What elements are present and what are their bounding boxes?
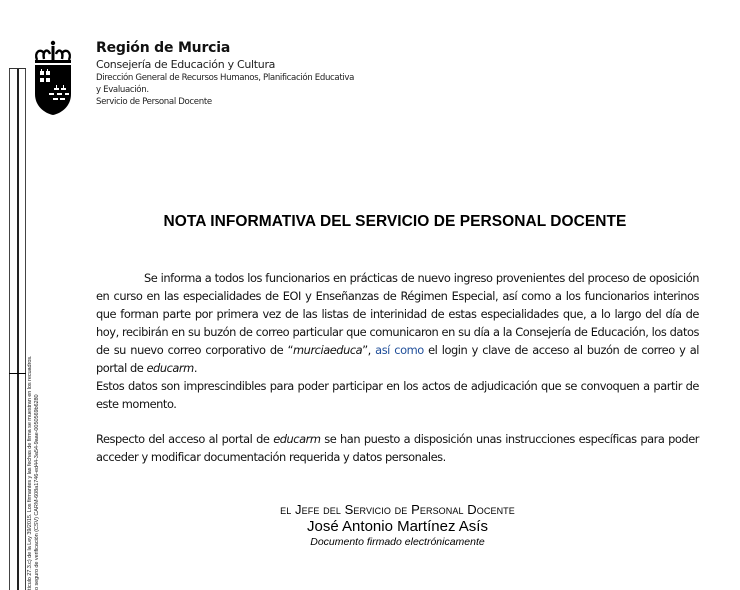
signatory-role: el Jefe del Servicio de Personal Docente <box>280 502 515 517</box>
educarm-term: educarm <box>146 361 194 375</box>
period: . <box>193 361 197 375</box>
region-name: Región de Murcia <box>96 40 231 56</box>
margin-csv-text: o seguro de verificación (CSV) CARM-608a1746-ed44-3a54-9aae-0050569b6280 <box>34 394 40 590</box>
margin-line <box>25 68 26 590</box>
notice-text: Se informa a todos los funcionarios en prácticas de nuevo ingreso provenientes del proceso de oposición en curso en las especialidades de EOI y Enseñanzas de Régimen Especial, así como a los funcionarios interinos que forman parte por primera vez de las listas de interinidad de estas especialidades que, a lo largo del día de hoy, recibirán en su buzón de correo particular que comunicaron en su día a la Consejería de Educación, los datos de su nuevo correo corporativo de <box>96 271 699 357</box>
document-title: NOTA INFORMATIVA DEL SERVICIO DE PERSONAL DOCENTE <box>163 213 627 230</box>
letterhead <box>96 40 354 108</box>
servicio-name: Servicio de Personal Docente <box>96 97 212 107</box>
importance-text: Estos datos son imprescindibles para poder participar en los actos de adjudicación que se convoquen a partir de este momento. <box>96 379 699 411</box>
educarm-intro-text: Respecto del acceso al portal de <box>96 432 274 446</box>
murciaeduca-term: murciaeduca <box>293 343 363 357</box>
signatory-name: José Antonio Martínez Asís <box>307 518 488 535</box>
consejeria-name: Consejería de Educación y Cultura <box>96 58 276 71</box>
login-text: el login y clave de acceso al buzón de correo y al portal de <box>96 343 699 375</box>
electronic-signature-note: Documento firmado electrónicamente <box>310 536 485 548</box>
quote-open: “ <box>287 343 294 357</box>
margin-line <box>9 68 10 590</box>
direccion-general-line2: y Evaluación. <box>96 85 149 95</box>
signature-block <box>200 502 595 549</box>
asi-como-text: así como <box>375 343 424 357</box>
paragraph-educarm <box>96 430 699 466</box>
instructions-text: se han puesto a disposición unas instrucciones específicas para poder acceder y modificar documentación requerida y datos personales. <box>96 432 700 464</box>
educarm-term: educarm <box>273 432 321 446</box>
margin-divider <box>9 68 26 69</box>
paragraph-notice <box>96 269 699 413</box>
direccion-general-line1: Dirección General de Recursos Humanos, Planificación Educativa <box>96 73 355 83</box>
margin-line <box>17 68 19 590</box>
margin-divider <box>9 373 26 374</box>
quote-close: ”, <box>362 343 376 357</box>
coat-of-arms-icon <box>32 38 74 116</box>
margin-legal-text: tículo 27.3.c) de la Ley 39/2015. Los firmantes y las fechas de firma se muestran en los recuadros. <box>27 355 33 590</box>
